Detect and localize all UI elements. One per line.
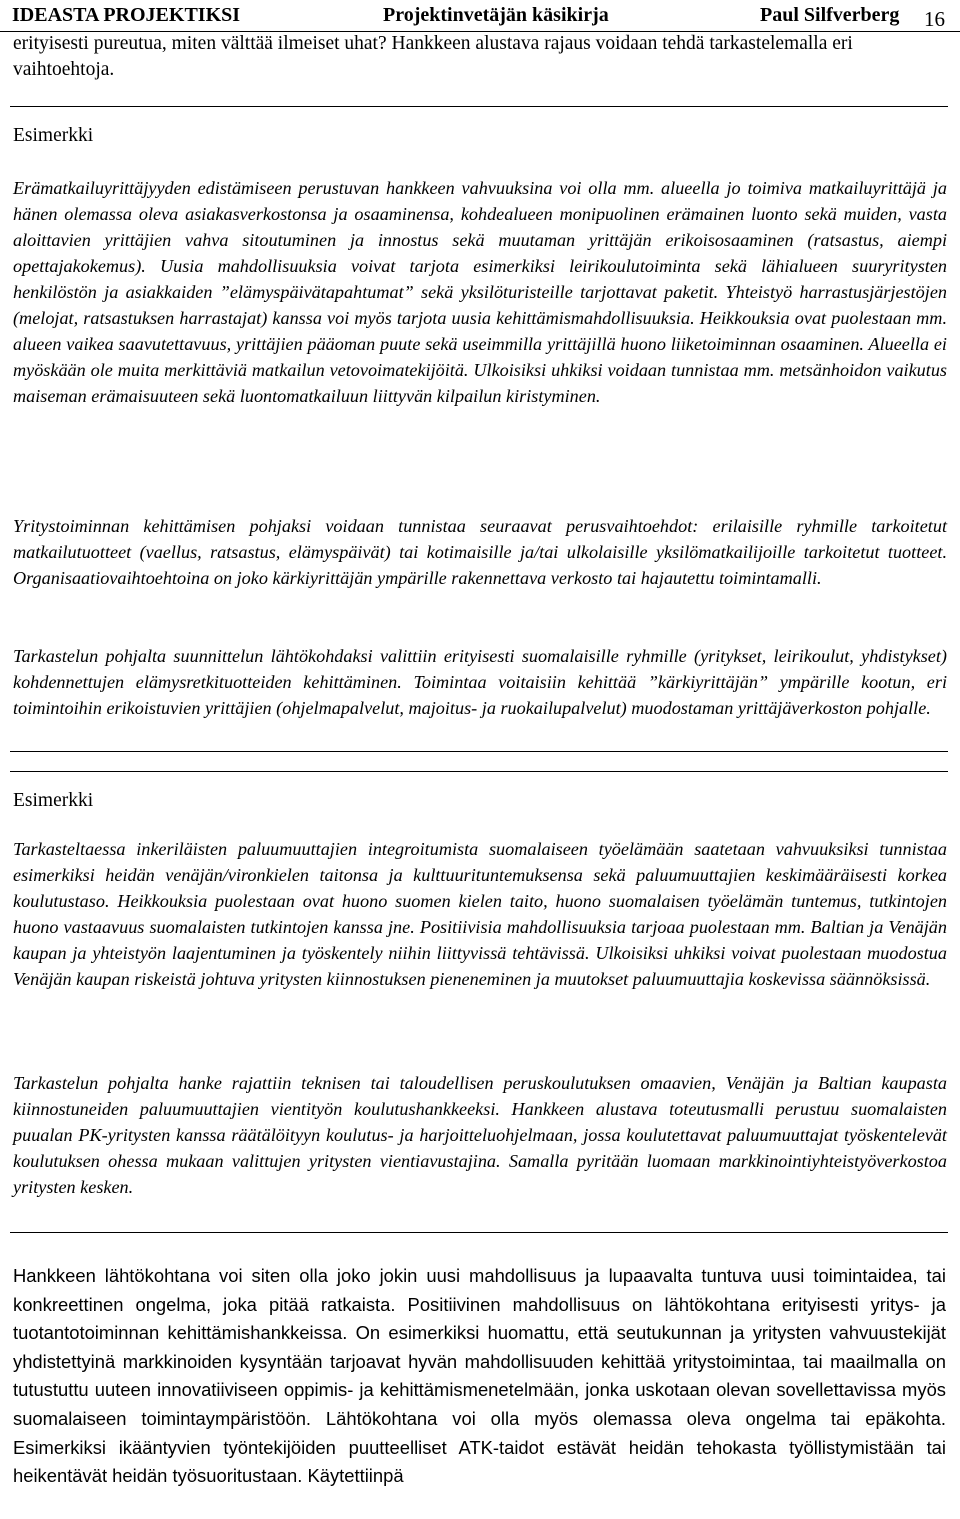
example-paragraph: Tarkastelun pohjalta suunnittelun lähtökohdaksi valittiin erityisesti suomalaisille ryhmille (yritykset, leirikoulut, yhdistykset) kohdennettujen elämysretkituotteiden kehittäminen. Toimintaa voitaisiin kehittää ”kärkiyrittäjän” ympärille kootun, eri toimintoihin erikoistuvien yrittäjien (ohjelmapalvelut, majoitus- ja ruokailupalvelut) muodostaman yrittäjäverkoston pohjalle. [13,646,947,718]
example-box-1 [10,106,948,752]
book-title: Projektinvetäjän käsikirja [383,4,609,26]
page-header [0,0,960,32]
example-label: Esimerkki [13,125,94,146]
example-paragraph: Tarkastelun pohjalta hanke rajattiin teknisen tai taloudellisen peruskoulutuksen omaavien, Venäjän ja Baltian kaupasta kiinnostuneiden paluumuuttajien vientityön koulutushankkeeksi. Hankkeen alustava toteutusmalli perustuu suomalaisten puualan PK-yritysten kanssa räätälöityyn koulutus- ja harjoitteluohjelmaan, jossa koulutettavat paluumuuttajat työskentelevät koulutuksen ohessa mukaan valittujen yritysten vientiavustajina. Samalla pyritään luomaan markkinointiyhteistyöverkostoa yritysten kesken. [13,1073,947,1197]
page-number: 16 [924,7,945,31]
example-label: Esimerkki [13,790,94,811]
example-paragraph: Erämatkailuyrittäjyyden edistämiseen perustuvan hankkeen vahvuuksina voi olla mm. alueella jo toimiva matkailuyrittäjä ja hänen olemassa oleva asiakasverkostonsa ja osaaminensa, kohdealueen monipuolinen erämainen luonto sekä muiden, vasta aloittavien yrittäjien vahva sitoutuminen ja innostus sekä muutaman yrittäjän erikoisosaaminen (ratsastus, aiempi opettajakokemus). Uusia mahdollisuuksia voivat tarjota esimerkiksi leirikoulutoiminta sekä lähialueen suuryritysten henkilöstön ja asiakkaiden ”elämyspäivätapahtumat” sekä yksilöturisteille tarjottavat paketit. Yhteistyö harrastusjärjestöjen (melojat, ratsastuksen harrastajat) kanssa voi myös tarjota uusia kehittämismahdollisuuksia. Heikkouksia ovat puolestaan mm. alueen vaikea saavutettavuus, yrittäjien pääoman puute sekä useimmilla yrittäjillä huono liiketoiminnan osaaminen. Alueella ei myöskään ole muita merkittäviä matkailun vetovoimatekijöitä. Ulkoisiksi uhkiksi voidaan tunnistaa mm. metsänhoidon vaikutus maiseman erämaisuuteen sekä luontomatkailuun liittyvän kilpailun kiristyminen. [13,178,947,406]
example-paragraph: Yritystoiminnan kehittämisen pohjaksi voidaan tunnistaa seuraavat perusvaihtoehdot: erilaisille ryhmille tarkoitetut matkailutuotteet (vaellus, ratsastus, elämyspäivät) tai kotimaisille ja/tai ulkolaisille yksilömatkailijoille tarkoitetut tuotteet. Organisaatiovaihtoehtoina on joko kärkiyrittäjän ympärille rakennettava verkosto tai hajautettu toimintamalli. [13,516,947,588]
example-paragraph: Tarkasteltaessa inkeriläisten paluumuuttajien integroitumista suomalaiseen työelämään saatetaan vahvuuksiksi tunnistaa esimerkiksi heidän venäjän/vironkielen taitonsa ja kulttuurituntemuksensa sekä paluumuuttajien keskimääräisesti korkea koulutustaso. Heikkouksia puolestaan ovat huono suomen kielen taito, huono suomalaisen työelämän tuntemus, tutkintojen huono vastaavuus suomalaisten tutkintojen kanssa jne. Positiivisia mahdollisuuksia tarjoaa puolestaan mm. Baltian ja Venäjän kaupan ja yhteistyön laajentuminen ja työskentely niihin liittyvissä tehtävissä. Ulkoisiksi uhkiksi voivat puolestaan muodostua Venäjän kaupan riskeistä johtuva yritysten kiinnostuksen pieneneminen ja muutokset paluumuuttajia koskevissa säännöksissä. [13,839,947,989]
document-title: IDEASTA PROJEKTIKSI [12,4,241,26]
closing-paragraph: Hankkeen lähtökohtana voi siten olla joko jokin uusi mahdollisuus ja lupaavalta tuntuva uusi toimintaidea, tai konkreettinen ongelma, joka pitää ratkaista. Positiivinen mahdollisuus on lähtökohtana erityisesti yritys- ja tuotantotoiminnan kehittämishankkeissa. On esimerkiksi huomattu, että seutukunnan ja yritysten vahvuustekijät yhdistettyinä markkinoiden kysyntään tarjoavat hyvän mahdollisuuden kehittää yritystoimintaa, tai maailmalla on tutustuttu uuteen innovatiiviseen oppimis- ja kehittämismenetelmään, jonka uskotaan olevan sovellettavissa myös suomalaiseen toimintaympäristöön. Lähtökohtana voi olla myös olemassa oleva ongelma tai epäkohta. Esimerkiksi ikääntyvien työntekijöiden puutteelliset ATK-taidot estävät heidän tehokasta työllistymistään tai heikentävät heidän työsuoritustaan. Käytettiinpä [13,1265,946,1487]
author-name: Paul Silfverberg [760,4,900,26]
example-box-2 [10,771,948,1233]
intro-paragraph: erityisesti pureutua, miten välttää ilmeiset uhat? Hankkeen alustava rajaus voidaan tehdä tarkastelemalla eri vaihtoehtoja. [13,33,853,80]
